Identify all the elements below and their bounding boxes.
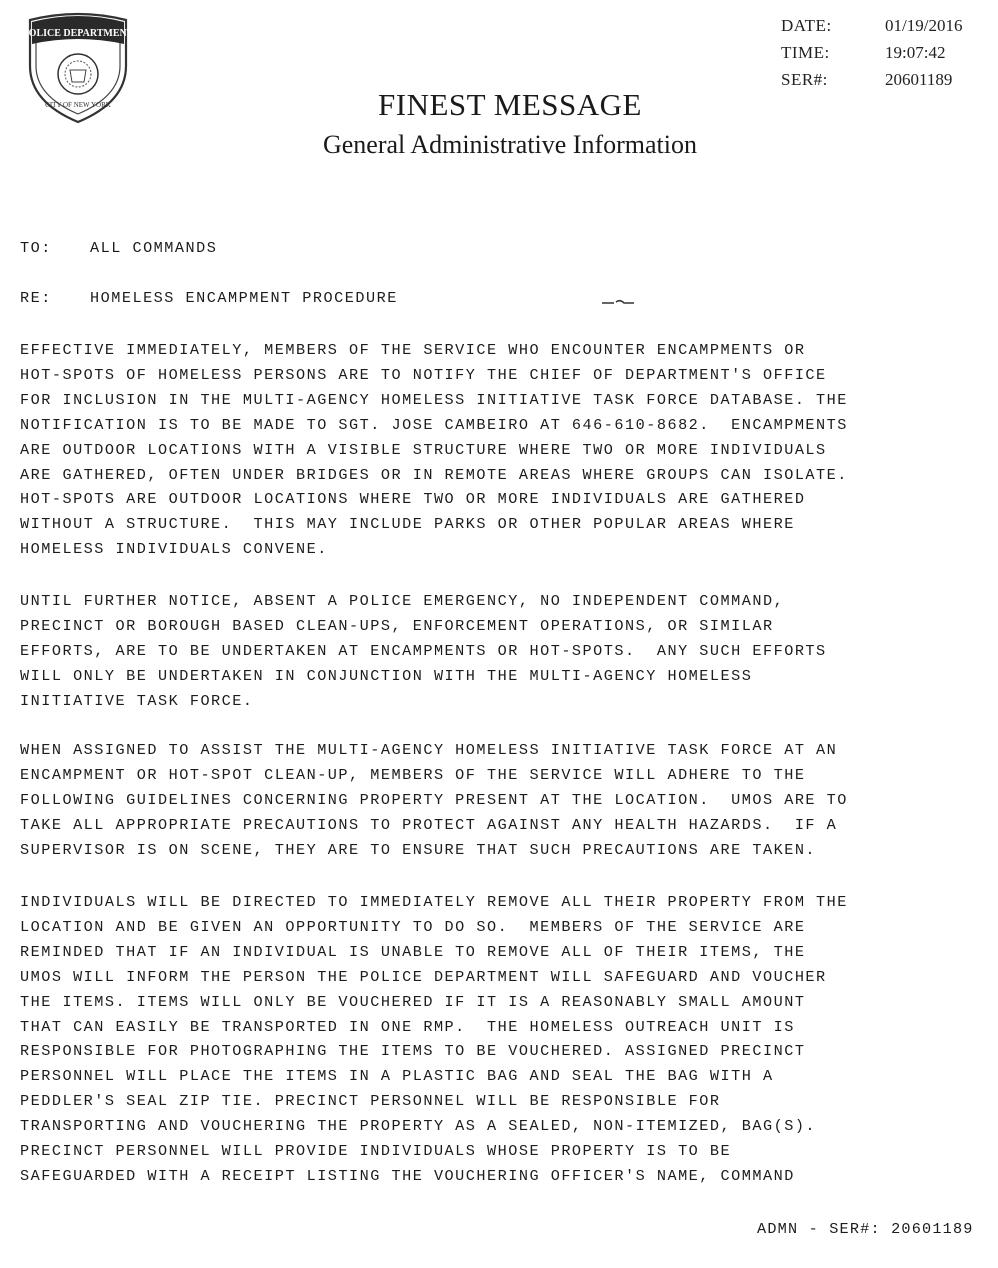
paragraph-line: THE ITEMS. ITEMS WILL ONLY BE VOUCHERED IF IT IS A REASONABLY SMALL AMOUNT (20, 992, 806, 1011)
paragraph-line: HOT-SPOTS ARE OUTDOOR LOCATIONS WHERE TWO OR MORE INDIVIDUALS ARE GATHERED (20, 490, 806, 509)
paragraph-line: SAFEGUARDED WITH A RECEIPT LISTING THE VOUCHERING OFFICER'S NAME, COMMAND (20, 1166, 795, 1185)
to-line (20, 239, 217, 257)
to-label: TO: (20, 239, 52, 257)
pen-mark-icon (600, 296, 636, 311)
paragraph-line: WITHOUT A STRUCTURE. THIS MAY INCLUDE PARKS OR OTHER POPULAR AREAS WHERE (20, 515, 795, 534)
paragraph-1 (20, 338, 980, 562)
paragraph-line: FOLLOWING GUIDELINES CONCERNING PROPERTY PRESENT AT THE LOCATION. UMOS ARE TO (20, 790, 848, 809)
date-row (781, 12, 962, 39)
time-value: 19:07:42 (885, 43, 946, 62)
paragraph-line: THAT CAN EASILY BE TRANSPORTED IN ONE RMP. THE HOMELESS OUTREACH UNIT IS (20, 1017, 795, 1036)
paragraph-line: WHEN ASSIGNED TO ASSIST THE MULTI-AGENCY HOMELESS INITIATIVE TASK FORCE AT AN (20, 741, 838, 759)
paragraph-line: EFFORTS, ARE TO BE UNDERTAKEN AT ENCAMPMENTS OR HOT-SPOTS. ANY SUCH EFFORTS (20, 641, 827, 660)
date-value: 01/19/2016 (885, 16, 963, 35)
paragraph-line: FOR INCLUSION IN THE MULTI-AGENCY HOMELESS INITIATIVE TASK FORCE DATABASE. THE (20, 390, 848, 409)
paragraph-line: HOMELESS INDIVIDUALS CONVENE. (20, 540, 328, 559)
seal-top-text: POLICE DEPARTMENT (22, 28, 134, 39)
re-label: RE: (20, 289, 52, 307)
seal-bottom-text: CITY OF NEW YORK (45, 101, 111, 109)
message-metadata (781, 12, 962, 93)
paragraph-line: HOT-SPOTS OF HOMELESS PERSONS ARE TO NOTIFY THE CHIEF OF DEPARTMENT'S OFFICE (20, 365, 827, 384)
time-label: TIME: (781, 43, 830, 62)
footer-serial: ADMN - SER#: 20601189 (757, 1220, 974, 1238)
paragraph-line: UNTIL FURTHER NOTICE, ABSENT A POLICE EMERGENCY, NO INDEPENDENT COMMAND, (20, 592, 785, 610)
paragraph-line: PEDDLER'S SEAL ZIP TIE. PRECINCT PERSONNEL WILL BE RESPONSIBLE FOR (20, 1092, 721, 1111)
paragraph-line: REMINDED THAT IF AN INDIVIDUAL IS UNABLE TO REMOVE ALL OF THEIR ITEMS, THE (20, 942, 806, 961)
paragraph-line: EFFECTIVE IMMEDIATELY, MEMBERS OF THE SERVICE WHO ENCOUNTER ENCAMPMENTS OR (20, 341, 806, 359)
paragraph-line: TAKE ALL APPROPRIATE PRECAUTIONS TO PROTECT AGAINST ANY HEALTH HAZARDS. IF A (20, 815, 838, 834)
re-value: HOMELESS ENCAMPMENT PROCEDURE (90, 289, 398, 307)
paragraph-line: INDIVIDUALS WILL BE DIRECTED TO IMMEDIATELY REMOVE ALL THEIR PROPERTY FROM THE (20, 893, 848, 911)
date-label: DATE: (781, 16, 832, 35)
paragraph-line: PERSONNEL WILL PLACE THE ITEMS IN A PLASTIC BAG AND SEAL THE BAG WITH A (20, 1067, 774, 1086)
paragraph-line: TRANSPORTING AND VOUCHERING THE PROPERTY AS A SEALED, NON-ITEMIZED, BAG(S). (20, 1117, 817, 1136)
paragraph-4 (20, 890, 980, 1189)
re-line (20, 289, 398, 307)
paragraph-line: PRECINCT PERSONNEL WILL PROVIDE INDIVIDUALS WHOSE PROPERTY IS TO BE (20, 1142, 732, 1161)
paragraph-line: ENCAMPMENT OR HOT-SPOT CLEAN-UP, MEMBERS OF THE SERVICE WILL ADHERE TO THE (20, 765, 806, 784)
paragraph-line: WILL ONLY BE UNDERTAKEN IN CONJUNCTION WITH THE MULTI-AGENCY HOMELESS (20, 666, 753, 685)
paragraph-line: LOCATION AND BE GIVEN AN OPPORTUNITY TO DO SO. MEMBERS OF THE SERVICE ARE (20, 917, 806, 936)
document-title: FINEST MESSAGE (378, 87, 642, 122)
time-row (781, 39, 962, 66)
document-subtitle: General Administrative Information (322, 130, 697, 159)
paragraph-line: SUPERVISOR IS ON SCENE, THEY ARE TO ENSURE THAT SUCH PRECAUTIONS ARE TAKEN. (20, 840, 817, 859)
paragraph-line: ARE OUTDOOR LOCATIONS WITH A VISIBLE STRUCTURE WHERE TWO OR MORE INDIVIDUALS (20, 440, 827, 459)
paragraph-line: PRECINCT OR BOROUGH BASED CLEAN-UPS, ENFORCEMENT OPERATIONS, OR SIMILAR (20, 616, 774, 635)
serial-label: SER#: (781, 70, 828, 89)
to-value: ALL COMMANDS (90, 239, 218, 257)
paragraph-2 (20, 589, 980, 714)
paragraph-line: ARE GATHERED, OFTEN UNDER BRIDGES OR IN REMOTE AREAS WHERE GROUPS CAN ISOLATE. (20, 465, 848, 484)
paragraph-line: NOTIFICATION IS TO BE MADE TO SGT. JOSE CAMBEIRO AT 646-610-8682. ENCAMPMENTS (20, 415, 848, 434)
paragraph-line: RESPONSIBLE FOR PHOTOGRAPHING THE ITEMS TO BE VOUCHERED. ASSIGNED PRECINCT (20, 1042, 806, 1061)
paragraph-line: INITIATIVE TASK FORCE. (20, 691, 254, 710)
paragraph-3 (20, 738, 980, 863)
paragraph-line: UMOS WILL INFORM THE PERSON THE POLICE DEPARTMENT WILL SAFEGUARD AND VOUCHER (20, 967, 827, 986)
serial-value: 20601189 (885, 70, 953, 89)
